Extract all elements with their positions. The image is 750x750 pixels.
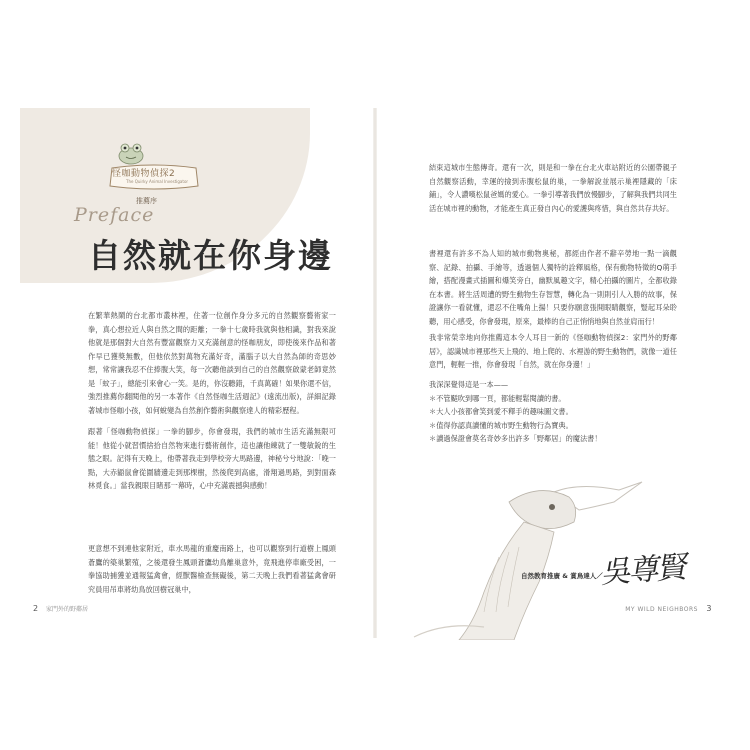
section-tag: 推薦序	[136, 197, 157, 205]
preface-title: 自然就在你身邊	[88, 236, 333, 275]
author-signature: 吳尊賢	[599, 550, 686, 591]
recommendation-list	[429, 378, 677, 446]
right-paragraph-3	[429, 331, 677, 372]
paragraph-text: 書裡還有許多不為人知的城市動物奧秘，都經由作者不辭辛勞地一點一滴觀察、記錄、拍攝、手繪等，透過個人獨特的詮釋風格，保有動物特徵的Q萌手繪，搭配漫畫式插圖和爆笑旁白，幽默風趣文字，精心拍攝的圖片，全都收錄在本書。將生活周遭的野生動物生存智慧，轉化為一則則引人入勝的故事，保證讓你一看就懂，還忍不住嘴角上揚！只要你願意張開眼睛觀察，豎起耳朵聆聽，用心感受，你會發現，原來，最棒的自己正悄悄地與自然並肩而行！	[429, 249, 677, 326]
list-item: ＊不管颳吹到哪一頁，都能輕鬆閱讀的書。	[429, 393, 566, 403]
page-gutter	[373, 108, 377, 638]
list-item: ＊大人小孩都會笑到愛不釋手的趣味圖文書。	[429, 407, 573, 416]
paragraph-text: 在繁華熱鬧的台北都市叢林裡，住著一位創作身分多元的自然觀察藝術家一拳，真心想拉近人與自然之間的距離；一拳十七歲時我就與他相識，對我來說他就是那個對大自然有豐富觀察力又充滿創意的怪咖朋友，即使後來作品和著作早已獲獎無數，但他依然對萬物充滿好奇，滿腦子以大自然為師的奇思妙想，常常讓我忍不住捧腹大笑，每一次聽他談到自己的自然觀察啟蒙老師竟然是「蚊子」，總能引來會心一笑。是的，你沒聽錯，千真萬確！如果你還不信，強烈推薦你翻閱他的另一本著作《自然怪咖生活週記》(遠流出版)，詳細記錄著城市怪咖小孩，如何蛻變為自然創作藝術與觀察達人的精彩歷程。	[88, 311, 336, 415]
left-paragraph-1	[88, 309, 336, 417]
list-intro: 我深深覺得這是一本——	[429, 380, 509, 389]
running-title: MY WILD NEIGHBORS	[625, 606, 698, 613]
left-paragraph-2	[88, 425, 336, 493]
signature-label: 自然教育推廣 & 賞鳥達人／	[521, 572, 603, 580]
left-paragraph-3	[88, 542, 336, 596]
list-item: ＊值得你認真讀懂的城市野生動物行為寶典。	[429, 420, 573, 430]
right-paragraph-1	[429, 161, 677, 215]
right-footer	[625, 604, 712, 613]
paragraph-text: 我非常榮幸地向你推薦這本令人耳目一新的《怪咖動物偵探2：家門外的野鄰居》，認識城市裡那些天上飛的、地上爬的、水裡游的野生動物們，就像一道任意門，輕輕一推，你會發現「自然，就在你身邊！」	[429, 333, 677, 369]
left-footer	[33, 604, 88, 613]
running-title: 家門外的野鄰居	[46, 606, 89, 613]
page-number: 2	[33, 604, 39, 613]
page-number: 3	[706, 604, 712, 613]
paragraph-text: 更意想不到連他家附近，車水馬龍的重慶南路上，也可以觀察到行道樹上鳳頭蒼鷹的築巢繁殖，之後還發生鳳頭蒼鷹幼鳥離巢意外，竟飛進停車廠受困，一拳協助捕獲並通報猛禽會，經獸醫檢查無礙後，第二天晚上我們看著猛禽會研究員用吊車將幼鳥放回樹冠巢中，	[88, 544, 336, 594]
list-item: ＊讀過保證會莫名奇妙多出許多「野鄰居」的魔法書！	[429, 434, 602, 443]
right-paragraph-2	[429, 247, 677, 328]
badge-title: 怪咖動物偵探2	[112, 169, 176, 179]
paragraph-text: 跟著「怪咖動物偵探」一拳的腳步，你會發現，我們的城市生活充滿無限可能！他從小就習慣捨拾自然物來進行藝術創作，這也讓他練就了一雙敏銳的生態之眼。記得有天晚上，他帶著我走到學校旁大馬路邊，神秘兮兮地說：「晚一點，大赤鼯鼠會從圍牆邊走到那棵樹，然後爬到高處，滑翔過馬路，到對面森林覓食。」當我親眼目睹那一幕時，心中充滿震撼與感動！	[88, 427, 336, 490]
preface-label: Preface	[74, 204, 155, 226]
paragraph-text: 結束這城市生態傳奇。還有一次，則是和一拳在台北火車站附近的公園帶親子自然觀察活動，幸運的撿到赤腹松鼠的巢，一拳解說並展示巢裡隱藏的「床鋪」，令人讚嘆松鼠爸媽的愛心。一拳引導著我們放慢腳步，了解與我們共同生活在城市裡的動物，才能產生真正發自內心的愛護與疼惜，與自然共存共好。	[429, 163, 677, 213]
badge-subtitle: The Quirky Animal Investigator	[126, 179, 189, 184]
